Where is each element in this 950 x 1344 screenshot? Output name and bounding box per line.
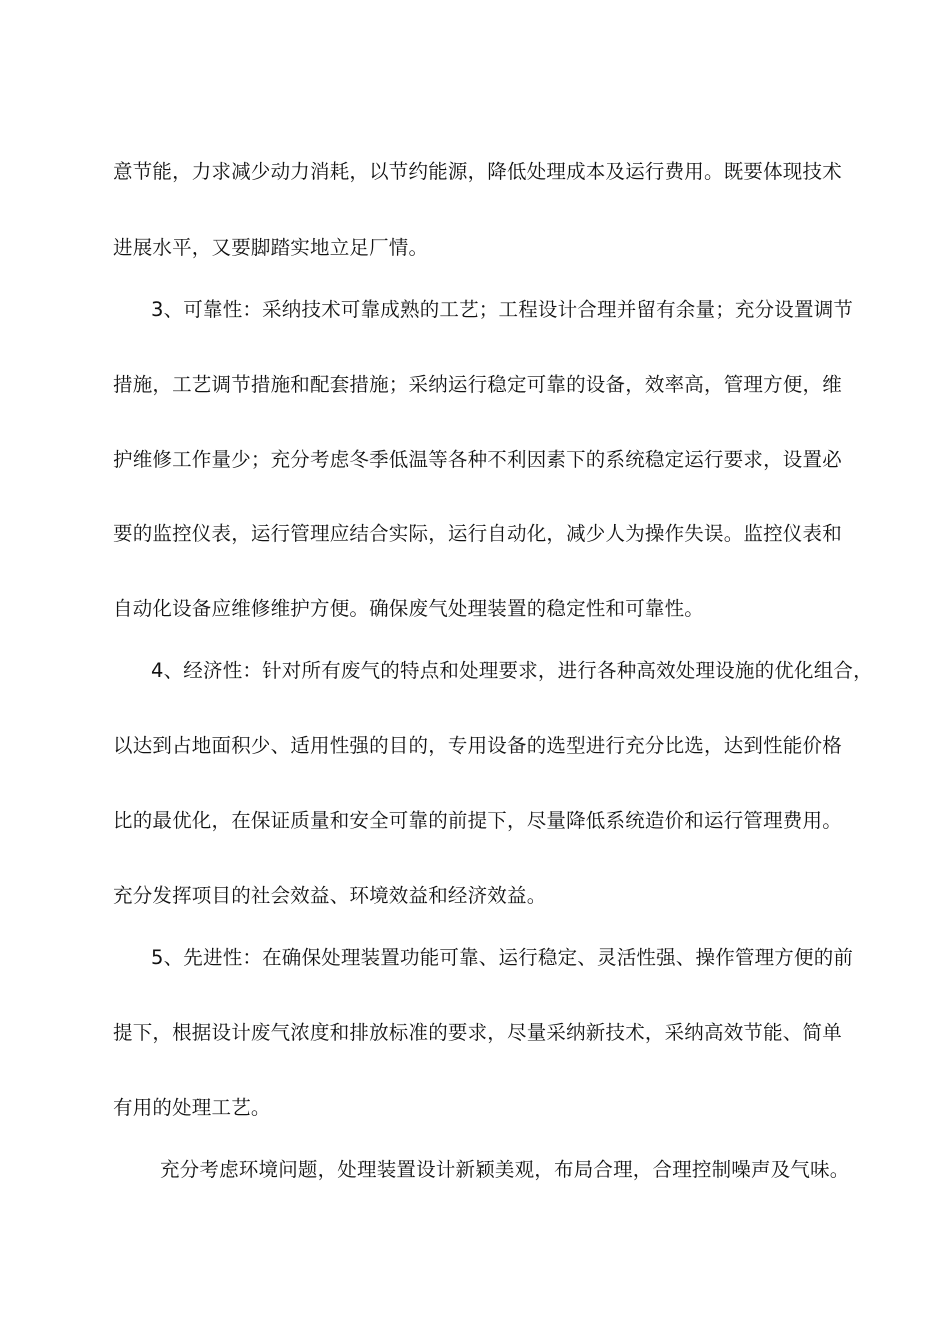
text-line: 自动化设备应维修维护方便。确保废气处理装置的稳定性和可靠性。 bbox=[113, 597, 705, 620]
text-line: 要的监控仪表，运行管理应结合实际，运行自动化，减少人为操作失误。监控仪表和 bbox=[113, 522, 842, 545]
text-line: 比的最优化，在保证质量和安全可靠的前提下，尽量降低系统造价和运行管理费用。 bbox=[113, 809, 842, 832]
text-line: 意节能，力求减少动力消耗，以节约能源，降低处理成本及运行费用。既要体现技术 bbox=[113, 160, 842, 183]
section-3-reliability: 3、可靠性：采纳技术可靠成熟的工艺；工程设计合理并留有余量；充分设置调节 bbox=[151, 298, 854, 321]
text-line: 护维修工作量少；充分考虑冬季低温等各种不利因素下的系统稳定运行要求，设置必 bbox=[113, 448, 842, 471]
section-4-economy: 4、经济性：针对所有废气的特点和处理要求，进行各种高效处理设施的优化组合， bbox=[151, 659, 873, 682]
text-line: 提下，根据设计废气浓度和排放标准的要求，尽量采纳新技术，采纳高效节能、简单 bbox=[113, 1021, 842, 1044]
closing-paragraph: 充分考虑环境问题，处理装置设计新颖美观，布局合理，合理控制噪声及气味。 bbox=[160, 1158, 850, 1181]
text-line: 措施，工艺调节措施和配套措施；采纳运行稳定可靠的设备，效率高，管理方便，维 bbox=[113, 373, 842, 396]
text-line: 有用的处理工艺。 bbox=[113, 1096, 271, 1119]
text-line: 充分发挥项目的社会效益、环境效益和经济效益。 bbox=[113, 884, 547, 907]
text-line: 进展水平，又要脚踏实地立足厂情。 bbox=[113, 236, 429, 259]
text-line: 以达到占地面积少、适用性强的目的，专用设备的选型进行充分比选，达到性能价格 bbox=[113, 734, 842, 757]
section-5-advanced: 5、先进性：在确保处理装置功能可靠、运行稳定、灵活性强、操作管理方便的前 bbox=[151, 946, 854, 969]
